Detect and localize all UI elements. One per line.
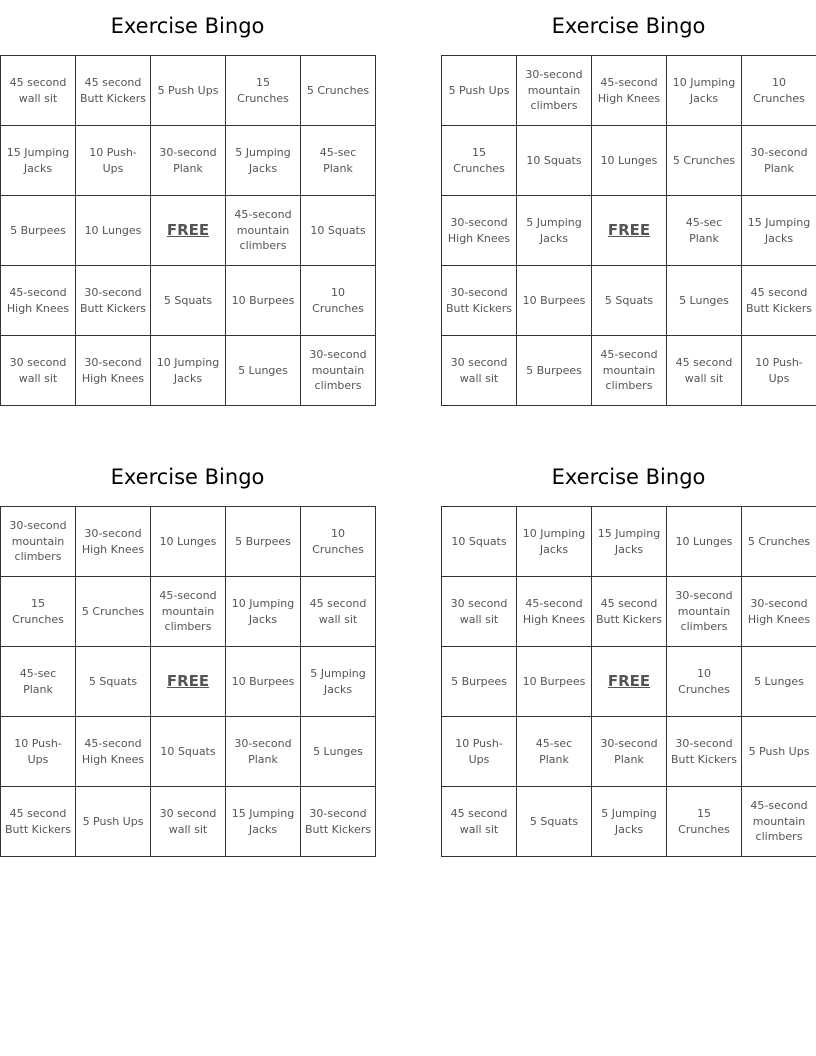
card-title: Exercise Bingo xyxy=(110,465,265,489)
bingo-cell: 45 second Butt Kickers xyxy=(592,577,667,647)
bingo-cell: 45 second Butt Kickers xyxy=(1,787,76,857)
bingo-cell: 5 Lunges xyxy=(301,717,376,787)
grid-row xyxy=(1,266,376,336)
bingo-cell: 45-sec Plank xyxy=(301,126,376,196)
bingo-cell: 30-second Butt Kickers xyxy=(301,787,376,857)
grid-row xyxy=(442,56,816,126)
grid-row xyxy=(442,647,816,717)
bingo-cell: 30-second mountain climbers xyxy=(301,336,376,406)
bingo-cell: 10 Lunges xyxy=(592,126,667,196)
bingo-cell: 45 second wall sit xyxy=(1,56,76,126)
grid-row xyxy=(1,336,376,406)
bingo-cell: 10 Jumping Jacks xyxy=(667,56,742,126)
bingo-cell: 5 Burpees xyxy=(517,336,592,406)
grid-row xyxy=(442,787,816,857)
bingo-grid xyxy=(0,55,376,406)
bingo-cell: 45 second wall sit xyxy=(301,577,376,647)
free-space: FREE xyxy=(151,647,226,717)
bingo-cell: 30-second mountain climbers xyxy=(517,56,592,126)
bingo-grid xyxy=(441,55,816,406)
bingo-cell: 10 Burpees xyxy=(517,266,592,336)
bingo-cell: 5 Jumping Jacks xyxy=(226,126,301,196)
bingo-cell: 10 Burpees xyxy=(226,647,301,717)
bingo-cell: 45 second Butt Kickers xyxy=(76,56,151,126)
bingo-cell: 45-second High Knees xyxy=(1,266,76,336)
bingo-cell: 45 second wall sit xyxy=(442,787,517,857)
bingo-cell: 10 Crunches xyxy=(301,507,376,577)
bingo-cell: 5 Burpees xyxy=(442,647,517,717)
bingo-grid xyxy=(441,506,816,857)
card-title: Exercise Bingo xyxy=(551,14,706,38)
bingo-cell: 10 Squats xyxy=(301,196,376,266)
bingo-cell: 10 Crunches xyxy=(301,266,376,336)
bingo-cell: 10 Squats xyxy=(517,126,592,196)
bingo-cell: 5 Push Ups xyxy=(742,717,816,787)
bingo-cell: 30-second Plank xyxy=(742,126,816,196)
bingo-cell: 45-second mountain climbers xyxy=(226,196,301,266)
bingo-cell: 10 Squats xyxy=(151,717,226,787)
bingo-cell: 10 Jumping Jacks xyxy=(226,577,301,647)
grid-row xyxy=(442,507,816,577)
bingo-cell: 10 Push-Ups xyxy=(1,717,76,787)
bingo-cell: 15 Crunches xyxy=(442,126,517,196)
bingo-cell: 10 Crunches xyxy=(742,56,816,126)
bingo-cell: 10 Lunges xyxy=(151,507,226,577)
bingo-cell: 45-second High Knees xyxy=(517,577,592,647)
bingo-cell: 45-sec Plank xyxy=(667,196,742,266)
grid-row xyxy=(442,717,816,787)
bingo-cell: 30 second wall sit xyxy=(151,787,226,857)
bingo-cell: 45-sec Plank xyxy=(1,647,76,717)
bingo-cell: 5 Push Ups xyxy=(151,56,226,126)
bingo-cell: 5 Crunches xyxy=(742,507,816,577)
bingo-cell: 30-second Butt Kickers xyxy=(667,717,742,787)
grid-row xyxy=(442,126,816,196)
bingo-cell: 10 Jumping Jacks xyxy=(517,507,592,577)
bingo-cell: 10 Push-Ups xyxy=(742,336,816,406)
free-space: FREE xyxy=(151,196,226,266)
card-title: Exercise Bingo xyxy=(551,465,706,489)
bingo-cell: 5 Lunges xyxy=(226,336,301,406)
bingo-cell: 5 Lunges xyxy=(742,647,816,717)
bingo-cell: 5 Push Ups xyxy=(76,787,151,857)
bingo-cell: 45-second High Knees xyxy=(76,717,151,787)
grid-row xyxy=(442,266,816,336)
bingo-cell: 10 Push-Ups xyxy=(76,126,151,196)
grid-row xyxy=(1,787,376,857)
grid-row xyxy=(1,126,376,196)
bingo-cell: 5 Squats xyxy=(151,266,226,336)
bingo-cell: 10 Lunges xyxy=(76,196,151,266)
grid-row xyxy=(1,56,376,126)
grid-row xyxy=(442,577,816,647)
bingo-cell: 45 second Butt Kickers xyxy=(742,266,816,336)
bingo-cell: 30-second High Knees xyxy=(442,196,517,266)
bingo-cell: 5 Jumping Jacks xyxy=(301,647,376,717)
bingo-cell: 10 Push-Ups xyxy=(442,717,517,787)
bingo-cell: 45-second High Knees xyxy=(592,56,667,126)
card-title: Exercise Bingo xyxy=(110,14,265,38)
bingo-cell: 5 Jumping Jacks xyxy=(592,787,667,857)
bingo-cell: 30-second High Knees xyxy=(742,577,816,647)
bingo-grid xyxy=(0,506,376,857)
grid-row xyxy=(1,577,376,647)
bingo-cell: 5 Jumping Jacks xyxy=(517,196,592,266)
bingo-cell: 45-second mountain climbers xyxy=(592,336,667,406)
bingo-cell: 15 Crunches xyxy=(1,577,76,647)
bingo-cell: 15 Jumping Jacks xyxy=(592,507,667,577)
bingo-cell: 5 Push Ups xyxy=(442,56,517,126)
grid-row xyxy=(442,196,816,266)
bingo-cell: 30 second wall sit xyxy=(442,577,517,647)
bingo-cell: 30-second High Knees xyxy=(76,336,151,406)
bingo-cell: 5 Burpees xyxy=(226,507,301,577)
bingo-cell: 15 Crunches xyxy=(667,787,742,857)
bingo-cell: 5 Squats xyxy=(517,787,592,857)
bingo-cell: 45-second mountain climbers xyxy=(151,577,226,647)
grid-row xyxy=(1,647,376,717)
bingo-cell: 5 Crunches xyxy=(76,577,151,647)
bingo-cell: 10 Squats xyxy=(442,507,517,577)
bingo-cell: 15 Jumping Jacks xyxy=(226,787,301,857)
bingo-cell: 15 Crunches xyxy=(226,56,301,126)
bingo-cell: 10 Lunges xyxy=(667,507,742,577)
bingo-cell: 30-second mountain climbers xyxy=(667,577,742,647)
bingo-cell: 5 Crunches xyxy=(667,126,742,196)
bingo-cell: 10 Jumping Jacks xyxy=(151,336,226,406)
bingo-cell: 30-second mountain climbers xyxy=(1,507,76,577)
grid-row xyxy=(1,507,376,577)
bingo-cell: 10 Crunches xyxy=(667,647,742,717)
bingo-cell: 30-second High Knees xyxy=(76,507,151,577)
bingo-cell: 5 Lunges xyxy=(667,266,742,336)
bingo-cell: 5 Squats xyxy=(592,266,667,336)
bingo-cell: 5 Burpees xyxy=(1,196,76,266)
bingo-cell: 45 second wall sit xyxy=(667,336,742,406)
grid-row xyxy=(1,196,376,266)
bingo-cell: 10 Burpees xyxy=(517,647,592,717)
bingo-cell: 30-second Plank xyxy=(592,717,667,787)
bingo-cell: 5 Crunches xyxy=(301,56,376,126)
free-space: FREE xyxy=(592,196,667,266)
grid-row xyxy=(442,336,816,406)
bingo-cell: 30 second wall sit xyxy=(1,336,76,406)
bingo-cell: 10 Burpees xyxy=(226,266,301,336)
bingo-cell: 15 Jumping Jacks xyxy=(1,126,76,196)
bingo-cell: 30-second Plank xyxy=(151,126,226,196)
bingo-cell: 30-second Butt Kickers xyxy=(76,266,151,336)
bingo-cell: 30-second Butt Kickers xyxy=(442,266,517,336)
bingo-cell: 45-second mountain climbers xyxy=(742,787,816,857)
free-space: FREE xyxy=(592,647,667,717)
bingo-cell: 45-sec Plank xyxy=(517,717,592,787)
bingo-cell: 30 second wall sit xyxy=(442,336,517,406)
bingo-cell: 30-second Plank xyxy=(226,717,301,787)
bingo-cell: 15 Jumping Jacks xyxy=(742,196,816,266)
grid-row xyxy=(1,717,376,787)
bingo-cell: 5 Squats xyxy=(76,647,151,717)
